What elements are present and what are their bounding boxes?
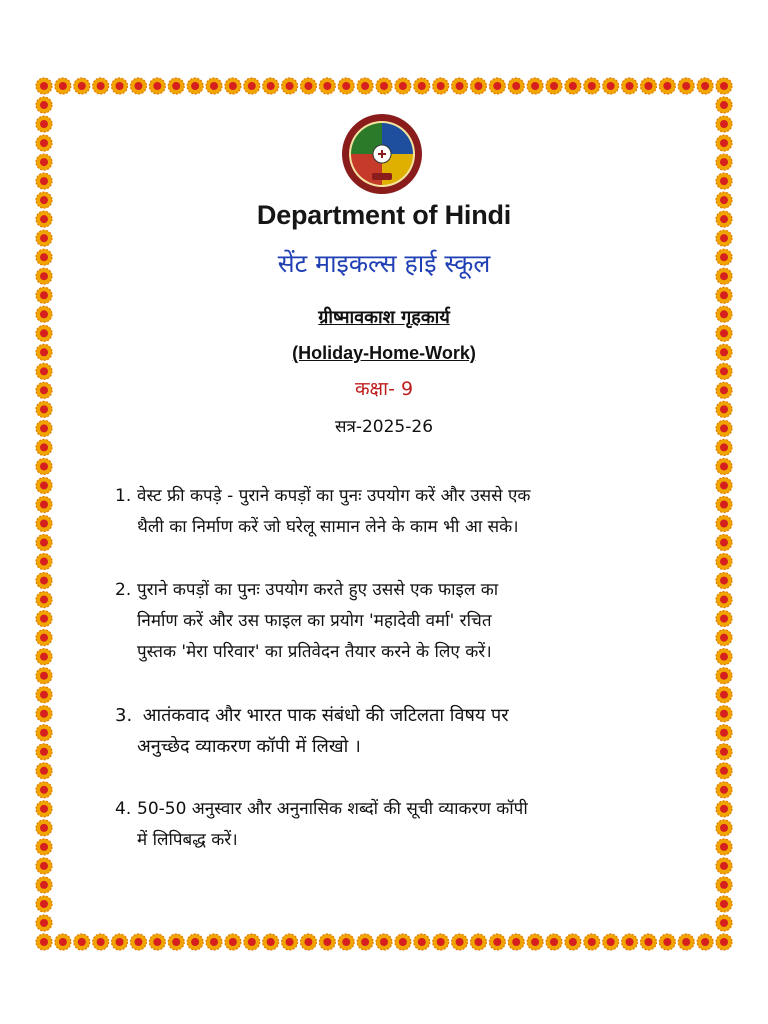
flower-icon — [716, 611, 732, 627]
flower-icon — [36, 820, 52, 836]
flower-icon — [697, 934, 713, 950]
flower-icon — [36, 668, 52, 684]
flower-icon — [716, 763, 732, 779]
flower-icon — [36, 477, 52, 493]
task-text-line: पुस्तक 'मेरा परिवार' का प्रतिवेदन तैयार करने के लिए करें। — [137, 642, 492, 662]
homework-title-hindi: ग्रीष्मावकाश गृहकार्य — [318, 307, 450, 328]
flower-icon — [36, 573, 52, 589]
flower-icon — [622, 78, 638, 94]
flower-icon — [546, 78, 562, 94]
class-label: कक्षा- 9 — [354, 378, 414, 400]
flower-icon — [565, 78, 581, 94]
flower-icon — [659, 934, 675, 950]
flower-icon — [338, 78, 354, 94]
flower-icon — [225, 934, 241, 950]
flower-icon — [716, 230, 732, 246]
flower-icon — [300, 934, 316, 950]
flower-icon — [36, 744, 52, 760]
flower-icon — [36, 611, 52, 627]
flower-icon — [433, 78, 449, 94]
flower-icon — [640, 78, 656, 94]
flower-icon — [225, 78, 241, 94]
task-number: 3. — [115, 705, 133, 726]
flower-icon — [112, 934, 128, 950]
flower-icon — [36, 496, 52, 512]
flower-icon — [716, 839, 732, 855]
flower-icon — [678, 934, 694, 950]
flower-icon — [716, 154, 732, 170]
flower-icon — [414, 78, 430, 94]
flower-icon — [640, 934, 656, 950]
task-item-1 — [115, 481, 695, 543]
flower-icon — [130, 78, 146, 94]
session-label: सत्र-2025-26 — [334, 417, 434, 437]
flower-icon — [36, 173, 52, 189]
flower-icon — [716, 287, 732, 303]
flower-icon — [716, 668, 732, 684]
homework-title-english: (Holiday-Home-Work) — [292, 343, 476, 363]
flower-icon — [716, 915, 732, 931]
flower-icon — [716, 554, 732, 570]
flower-icon — [716, 477, 732, 493]
flower-icon — [470, 78, 486, 94]
flower-icon — [357, 934, 373, 950]
flower-icon — [716, 439, 732, 455]
flower-icon — [716, 801, 732, 817]
flower-icon — [74, 78, 90, 94]
flower-icon — [565, 934, 581, 950]
flower-icon — [414, 934, 430, 950]
task-text-line: आतंकवाद और भारत पाक संबंधो की जटिलता विषय पर — [137, 705, 509, 726]
task-number: 1. — [115, 486, 132, 506]
flower-icon — [716, 744, 732, 760]
flower-icon — [36, 801, 52, 817]
task-text-line: थैली का निर्माण करें जो घरेलू सामान लेने के काम भी आ सके। — [137, 517, 519, 537]
flower-icon — [584, 78, 600, 94]
flower-icon — [716, 535, 732, 551]
flower-icon — [470, 934, 486, 950]
flower-icon — [376, 78, 392, 94]
flower-icon — [319, 934, 335, 950]
flower-icon — [376, 934, 392, 950]
flower-icon — [716, 782, 732, 798]
flower-icon — [93, 78, 109, 94]
flower-icon — [603, 934, 619, 950]
flower-icon — [716, 173, 732, 189]
flower-icon — [716, 135, 732, 151]
flower-icon — [716, 706, 732, 722]
flower-icon — [187, 934, 203, 950]
flower-icon — [716, 116, 732, 132]
flower-icon — [452, 934, 468, 950]
flower-icon — [716, 687, 732, 703]
flower-icon — [395, 78, 411, 94]
flower-icon — [55, 78, 71, 94]
flower-icon — [716, 592, 732, 608]
flower-icon — [168, 78, 184, 94]
flower-icon — [395, 934, 411, 950]
flower-icon — [187, 78, 203, 94]
department-title: Department of Hindi — [256, 200, 512, 230]
task-text-line: वेस्ट फ्री कपड़े - पुराने कपड़ों का पुनः उपयोग करें और उससे एक — [137, 486, 531, 506]
school-crest-icon — [341, 113, 423, 195]
flower-icon — [716, 649, 732, 665]
flower-icon — [263, 934, 279, 950]
flower-icon — [716, 820, 732, 836]
flower-icon — [489, 934, 505, 950]
flower-icon — [36, 687, 52, 703]
flower-icon — [716, 97, 732, 113]
task-text-line: पुराने कपड़ों का पुनः उपयोग करते हुए उससे एक फाइल का — [137, 580, 499, 600]
flower-icon — [263, 78, 279, 94]
flower-icon — [36, 782, 52, 798]
flower-icon — [527, 934, 543, 950]
flower-icon — [112, 78, 128, 94]
flower-icon — [36, 896, 52, 912]
flower-icon — [546, 934, 562, 950]
task-item-2 — [115, 575, 695, 668]
task-number: 4. — [115, 799, 132, 819]
flower-icon — [603, 78, 619, 94]
flower-icon — [508, 78, 524, 94]
flower-icon — [36, 535, 52, 551]
flower-icon — [36, 230, 52, 246]
flower-icon — [36, 458, 52, 474]
flower-icon — [93, 934, 109, 950]
task-text-line: निर्माण करें और उस फाइल का प्रयोग 'महादेवी वर्मा' रचित — [137, 611, 492, 631]
flower-icon — [716, 78, 732, 94]
flower-icon — [678, 78, 694, 94]
flower-icon — [74, 934, 90, 950]
flower-icon — [36, 154, 52, 170]
flower-icon — [36, 630, 52, 646]
flower-icon — [36, 649, 52, 665]
flower-icon — [36, 763, 52, 779]
flower-icon — [584, 934, 600, 950]
flower-icon — [36, 439, 52, 455]
flower-icon — [282, 934, 298, 950]
flower-icon — [55, 934, 71, 950]
flower-icon — [716, 934, 732, 950]
flower-icon — [36, 78, 52, 94]
flower-icon — [282, 78, 298, 94]
flower-icon — [36, 839, 52, 855]
flower-icon — [300, 78, 316, 94]
flower-icon — [622, 934, 638, 950]
flower-icon — [36, 287, 52, 303]
flower-icon — [716, 858, 732, 874]
flower-icon — [36, 516, 52, 532]
flower-icon — [716, 516, 732, 532]
flower-icon — [716, 630, 732, 646]
task-text-line: में लिपिबद्ध करें। — [137, 830, 238, 850]
flower-icon — [36, 934, 52, 950]
task-item-3 — [115, 700, 695, 762]
flower-icon — [36, 135, 52, 151]
flower-icon — [36, 858, 52, 874]
flower-icon — [36, 915, 52, 931]
flower-icon — [716, 573, 732, 589]
flower-icon — [452, 78, 468, 94]
flower-icon — [716, 896, 732, 912]
flower-icon — [36, 592, 52, 608]
flower-icon — [36, 97, 52, 113]
task-item-4 — [115, 794, 695, 856]
school-name: सेंट माइकल्स हाई स्कूल — [277, 249, 491, 278]
flower-icon — [527, 78, 543, 94]
task-text-line: अनुच्छेद व्याकरण कॉपी में लिखो । — [137, 736, 361, 757]
flower-icon — [244, 78, 260, 94]
flower-icon — [697, 78, 713, 94]
flower-icon — [244, 934, 260, 950]
flower-icon — [36, 116, 52, 132]
flower-icon — [338, 934, 354, 950]
flower-icon — [716, 496, 732, 512]
flower-icon — [36, 725, 52, 741]
flower-icon — [168, 934, 184, 950]
flower-icon — [36, 554, 52, 570]
flower-icon — [433, 934, 449, 950]
flower-icon — [36, 706, 52, 722]
flower-icon — [508, 934, 524, 950]
task-text-line: 50-50 अनुस्वार और अनुनासिक शब्दों की सूची व्याकरण कॉपी — [137, 799, 528, 819]
flower-icon — [206, 934, 222, 950]
flower-icon — [716, 877, 732, 893]
flower-icon — [36, 877, 52, 893]
flower-icon — [489, 78, 505, 94]
flower-icon — [130, 934, 146, 950]
flower-icon — [716, 725, 732, 741]
flower-icon — [659, 78, 675, 94]
flower-icon — [319, 78, 335, 94]
flower-icon — [149, 78, 165, 94]
flower-icon — [357, 78, 373, 94]
task-number: 2. — [115, 580, 132, 600]
flower-icon — [149, 934, 165, 950]
flower-icon — [716, 458, 732, 474]
flower-icon — [206, 78, 222, 94]
